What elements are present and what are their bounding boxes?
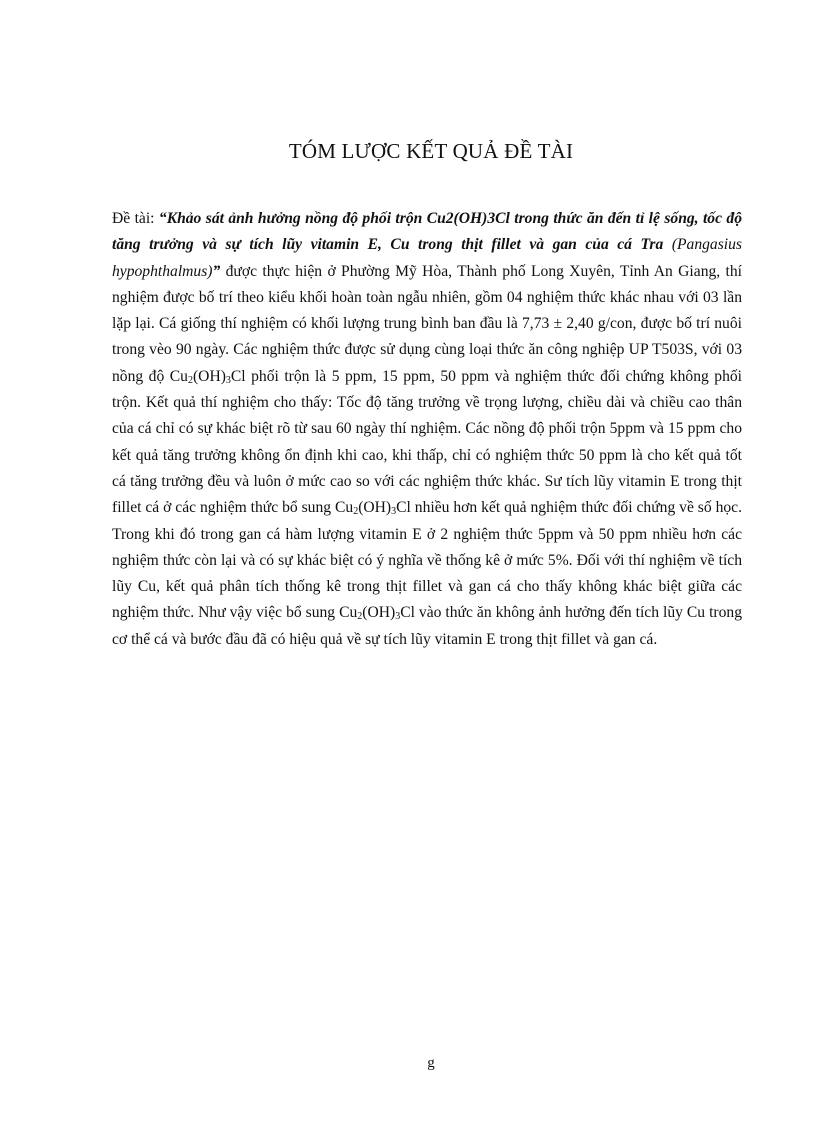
close-quote: ” — [212, 262, 221, 280]
abstract-paragraph — [112, 206, 742, 653]
chemical-formula: $Cu_2(OH)_3Cl$ — [169, 367, 246, 386]
abstract-text-part: được thực hiện ở Phường Mỹ Hòa, Thành phố Long Xuyên, Tỉnh An Giang, thí nghiệm được bố trí theo kiểu khối hoàn toàn ngẫu nhiên, gồm 04 nghiệm thức khác nhau với 03 lần lặp lại. Cá giống thí nghiệm có khối lượng trung bình ban đầu là 7,73 ± 2,40 g/con, được bố trí nuôi trong vèo 90 ngày. Các nghiệm thức được sử dụng cùng loại thức ăn công nghiệp UP T503S, với 03 nồng độ — [112, 262, 742, 385]
chemical-formula: $Cu_2(OH)_3Cl$ — [339, 604, 415, 623]
open-quote: “ — [158, 210, 167, 227]
page-title: TÓM LƯỢC KẾT QUẢ ĐỀ TÀI — [288, 139, 574, 163]
page-number: g — [427, 1055, 435, 1071]
abstract-text-part: vào thức ăn không ảnh hưởng đến tích lũy Cu trong cơ thể cá và bước đầu đã có hiệu quả về sự tích lũy vitamin E trong thịt fillet và gan cá. — [112, 604, 742, 648]
scientific-name: (Pangasius hypophthalmus) — [112, 236, 742, 280]
chemical-formula: $Cu_2(OH)_3Cl$ — [335, 499, 411, 518]
topic-lead: Đề tài: — [112, 210, 159, 227]
topic-title: Khảo sát ảnh hưởng nồng độ phối trộn Cu2(OH)3Cl trong thức ăn đến tỉ lệ sống, tốc độ tăng trưởng và sự tích lũy vitamin E, Cu trong thịt fillet và gan của cá Tra — [112, 210, 742, 254]
abstract-text-part: phối trộn là 5 ppm, 15 ppm, 50 ppm và nghiệm thức đối chứng không phối trộn. Kết quả thí nghiệm cho thấy: Tốc độ tăng trưởng về trọng lượng, chiều dài và chiều cao thân của cá chỉ có sự khác biệt rõ từ sau 60 ngày thí nghiệm. Các nồng độ phối trộn 5ppm và 15 ppm cho kết quả tăng trưởng không ổn định khi cao, khi thấp, chỉ có nghiệm thức 50 ppm là cho kết quả tốt cá tăng trưởng đều và luôn ở mức cao so với các nghiệm thức khác. Sư tích lũy vitamin E trong thịt fillet cá ở các nghiệm thức bổ sung — [112, 367, 743, 517]
abstract-text-part: nhiều hơn kết quả nghiệm thức đối chứng về số học. Trong khi đó trong gan cá hàm lượng vitamin E ở 2 nghiệm thức 5ppm và 50 ppm nhiều hơn các nghiệm thức còn lại và có sự khác biệt có ý nghĩa về thống kê ở mức 5%. Đối với thí nghiệm về tích lũy Cu, kết quả phân tích thống kê trong thịt fillet và gan cá cho thấy không khác biệt giữa các nghiệm thức. Như vậy việc bổ sung — [112, 499, 742, 622]
